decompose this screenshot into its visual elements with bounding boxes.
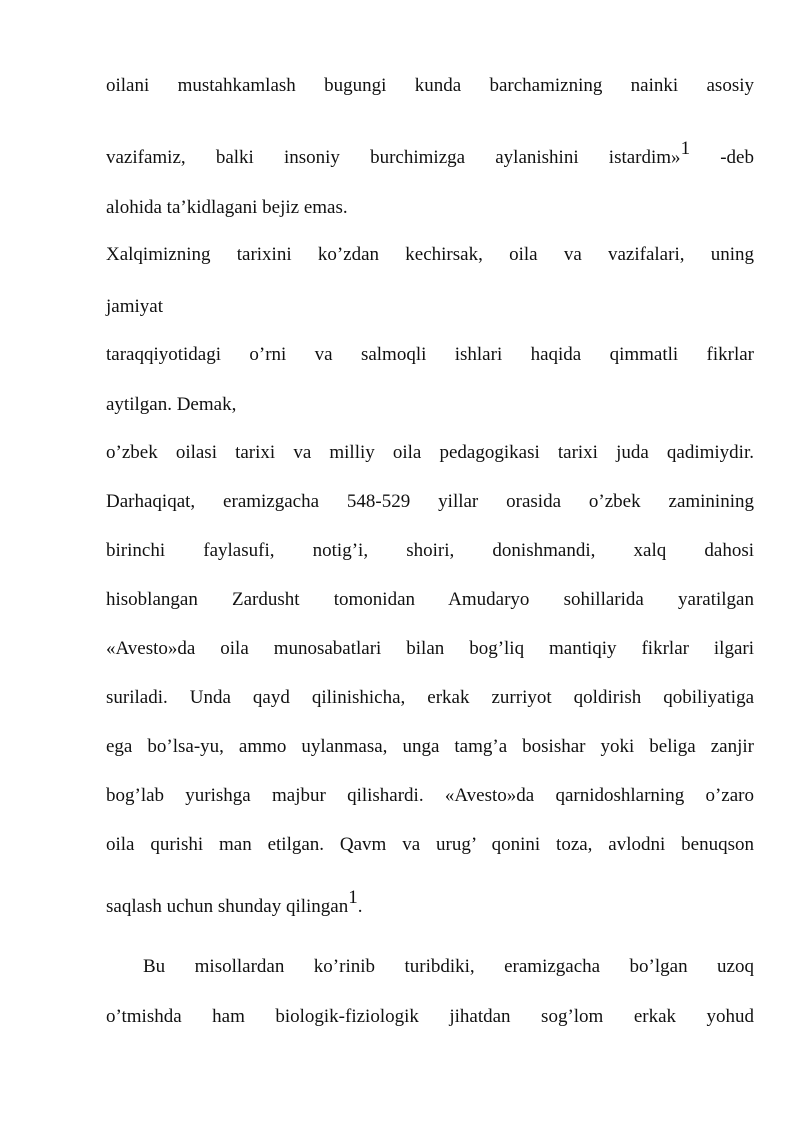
paragraph-text: vazifamiz, balki insoniy burchimizga aylanishini istardim» <box>106 147 681 168</box>
paragraph-line: o’zbek oilasi tarixi va milliy oila pedagogikasi tarixi juda qadimiydir. <box>106 442 754 463</box>
paragraph-line: oilani mustahkamlash bugungi kunda barchamizning nainki asosiy <box>106 75 754 96</box>
paragraph-line: oila qurishi man etilgan. Qavm va urug’ qonini toza, avlodni benuqson <box>106 834 754 855</box>
paragraph-line: Darhaqiqat, eramizgacha 548-529 yillar orasida o’zbek zaminining <box>106 491 754 512</box>
paragraph-line: jamiyat <box>106 296 163 317</box>
paragraph-line: aytilgan. Demak, <box>106 394 237 415</box>
paragraph-line <box>106 887 754 919</box>
paragraph-line: taraqqiyotidagi o’rni va salmoqli ishlari haqida qimmatli fikrlar <box>106 344 754 365</box>
paragraph-line <box>106 138 754 170</box>
paragraph-text: . <box>357 896 363 917</box>
paragraph-line: suriladi. Unda qayd qilinishicha, erkak zurriyot qoldirish qobiliyatiga <box>106 687 754 708</box>
paragraph-text: saqlash uchun shunday qilingan <box>106 896 349 917</box>
paragraph-line: bog’lab yurishga majbur qilishardi. «Avesto»da qarnidoshlarning o’zaro <box>106 785 754 806</box>
paragraph-line: Xalqimizning tarixini ko’zdan kechirsak, oila va vazifalari, uning <box>106 244 754 265</box>
paragraph-line: alohida ta’kidlagani bejiz emas. <box>106 197 348 218</box>
footnote-marker: 1 <box>680 138 691 159</box>
footnote-marker: 1 <box>348 887 358 908</box>
paragraph-line: ega bo’lsa-yu, ammo uylanmasa, unga tamg’a bosishar yoki beliga zanjir <box>106 736 754 757</box>
paragraph-line: birinchi faylasufi, notig’i, shoiri, donishmandi, xalq dahosi <box>106 540 754 561</box>
paragraph-text: -deb <box>720 147 754 168</box>
paragraph-line: hisoblangan Zardusht tomonidan Amudaryo sohillarida yaratilgan <box>106 589 754 610</box>
paragraph-line: «Avesto»da oila munosabatlari bilan bog’liq mantiqiy fikrlar ilgari <box>106 638 754 659</box>
paragraph-line: Bu misollardan ko’rinib turibdiki, eramizgacha bo’lgan uzoq <box>143 956 754 977</box>
paragraph-line: o’tmishda ham biologik-fiziologik jihatdan sog’lom erkak yohud <box>106 1006 754 1027</box>
